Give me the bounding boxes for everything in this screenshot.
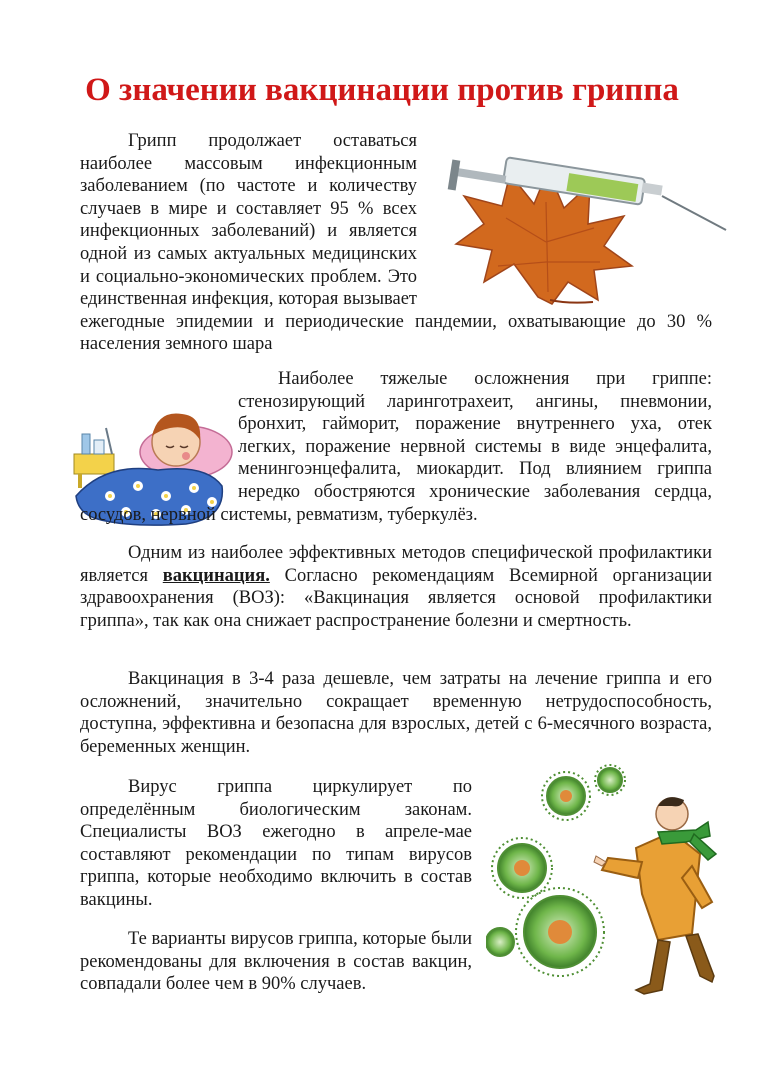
virus-icon-small (542, 772, 590, 820)
virus-icon-large (516, 888, 604, 976)
paragraph-flu-complications-text: Наиболее тяжелые осложнения при гриппе: стенозирующий ларинготрахеит, ангины, пневмонии, бронхит, гайморит, поражение внутреннего уха, отек легких, поражение нервной системы в виде энцефалита, менингоэнцефалита, миокардит. Под влиянием гриппа нередко обостряются хронические заболевания сердца, сосудов, нервной системы, ревматизм, туберкулёз. (80, 369, 712, 525)
paragraph-vaccination-cost: Вакцинация в 3-4 раза дешевле, чем затраты на лечение гриппа и его осложнений, значительно сокращает временную нетрудоспособность, доступна, эффективна и безопасна для взрослых, детей с 6-месячного возраста, беременных женщин. (80, 669, 712, 757)
virus-man-illustration (486, 762, 718, 998)
paragraph-flu-overview: Грипп продолжает оставаться наиболее массовым инфекционным заболеванием (по частоте и количеству случаев в мире и составляет 95 % всех инфекционных заболеваний) и является одной из самых актуальных медицинских и социально-экономических проблем. Это единственная инфекция, которая вызывает ежегодные эпидемии и периодические пандемии, охватывающие до 30 % населения земного шара (80, 131, 712, 355)
paragraph-vaccination-method (80, 542, 712, 632)
virus-icon-edge (486, 928, 514, 956)
page-title: О значении вакцинации против гриппа (85, 72, 679, 108)
paragraph-flu-complications (80, 368, 712, 526)
paragraph-vaccination-text-start: Одним из наиболее эффективных методов специфической профилактики является (80, 543, 712, 586)
paragraph-vaccination-text-end: Согласно рекомендациям Всемирной организации здравоохранения (ВОЗ): «Вакцинация является основой профилактики гриппа», так как она снижает распространение болезни и смертность. (80, 565, 712, 631)
vaccination-emphasis: вакцинация. (162, 565, 270, 586)
virus-icon-medium (492, 838, 552, 898)
paragraph-virus-circulation: Вирус гриппа циркулирует по определённым биологическим законам. Специалисты ВОЗ ежегодно в апреле-мае составляют рекомендации по типам вирусов гриппа, которые необходимо включить в состав вакцины. (80, 777, 472, 910)
running-man-icon (594, 797, 716, 994)
virus-icon-tiny (595, 765, 625, 795)
paragraph-virus-match: Те варианты вирусов гриппа, которые были рекомендованы для включения в состав вакцин, совпадали более чем в 90% случаев. (80, 929, 472, 995)
